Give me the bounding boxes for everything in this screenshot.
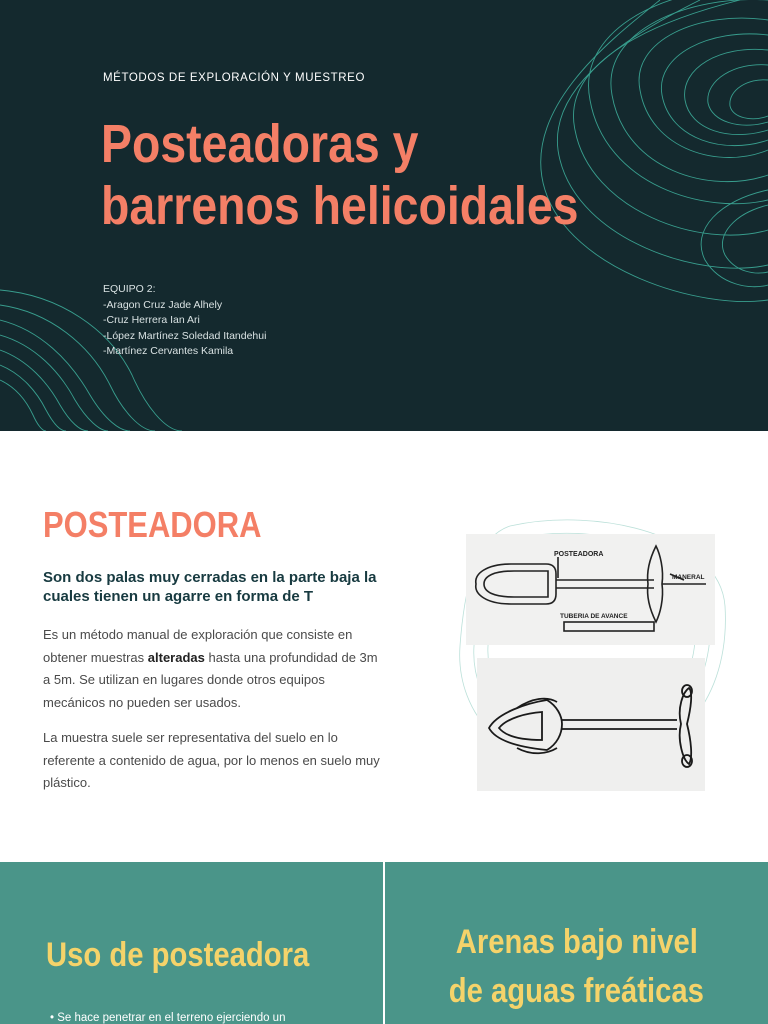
team-member: -Cruz Herrera Ian Ari	[103, 314, 200, 326]
posteadora-drawing	[466, 534, 715, 645]
description-text-end: hasta una profundidad de 3m a 5m. Se utilizan en lugares donde otros equipos mecánicos no pueden ser usados.	[43, 649, 378, 710]
posteadora-lead: Son dos palas muy cerradas en la parte baja la cuales tienen un agarre en forma de T	[43, 569, 377, 605]
team-member: -Martínez Cervantes Kamila	[103, 345, 234, 357]
posteadora-heading: POSTEADORA	[43, 504, 262, 545]
team-member: -Aragon Cruz Jade Alhely	[103, 298, 223, 311]
label-posteadora: POSTEADORA	[554, 551, 604, 558]
posteadora-description	[43, 624, 388, 714]
uso-bullet-item: • Se hace penetrar en el terreno ejerciendo un	[50, 1012, 370, 1024]
cover-title-line-2: barrenos helicoidales	[101, 176, 579, 236]
posteadora-diagram-figure	[466, 534, 715, 645]
posteadora-sketch-figure	[477, 658, 705, 791]
description-text: Es un método manual de exploración que consiste en obtener muestras	[43, 627, 353, 665]
arenas-title	[385, 918, 768, 1016]
uso-posteadora-slide	[0, 862, 768, 1024]
team-label: EQUIPO 2:	[103, 283, 156, 295]
arenas-title-line-2: de aguas freáticas	[448, 972, 705, 1010]
label-maneral: MANERAL	[672, 574, 705, 581]
label-tuberia: TUBERIA DE AVANCE	[560, 613, 628, 620]
posteadora-slide	[0, 431, 768, 862]
team-member: -López Martínez Soledad Itandehui	[103, 329, 267, 342]
cover-subtitle: MÉTODOS DE EXPLORACIÓN Y MUESTREO	[103, 72, 365, 84]
posteadora-sample-note: La muestra suele ser representativa del suelo en lo referente a contenido de agua, por lo menos en suelo muy plástico.	[43, 730, 380, 790]
posteadora-sketch-drawing	[477, 658, 705, 791]
description-bold: alteradas	[147, 649, 205, 665]
uso-posteadora-title: Uso de posteadora	[46, 936, 310, 974]
cover-title	[101, 113, 617, 237]
cover-title-line-1: Posteadoras y	[101, 114, 419, 174]
cover-slide	[0, 0, 768, 431]
arenas-title-line-1: Arenas bajo nivel	[455, 923, 698, 961]
team-list	[103, 282, 266, 360]
